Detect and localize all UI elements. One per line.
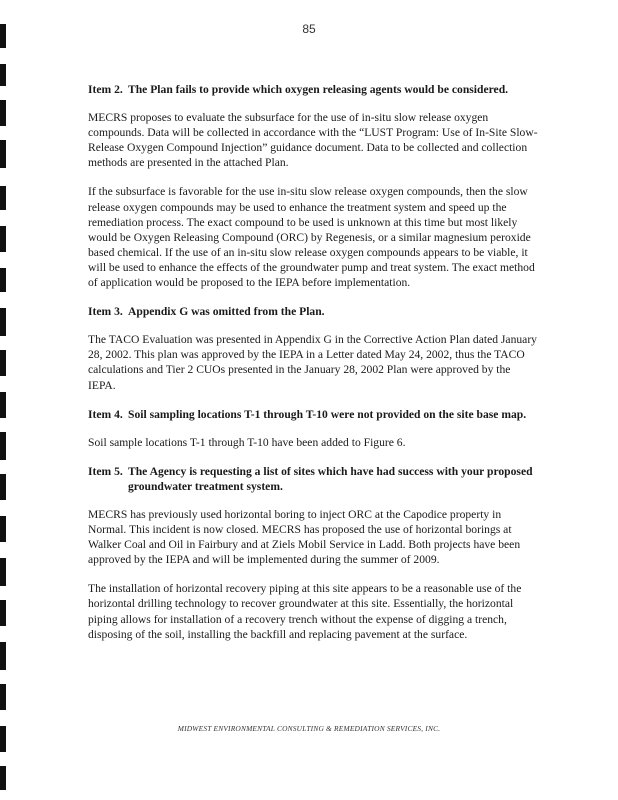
paragraph: Soil sample locations T-1 through T-10 have been added to Figure 6. <box>88 435 406 449</box>
item-section <box>88 82 538 290</box>
item-heading <box>88 464 538 494</box>
item-number: Item 4. <box>88 407 123 421</box>
binder-mark <box>0 140 6 168</box>
binder-mark <box>0 516 6 542</box>
binder-mark <box>0 766 6 790</box>
binder-mark <box>0 226 6 252</box>
item-heading <box>88 82 538 97</box>
binder-mark <box>0 392 6 418</box>
item-heading <box>88 407 538 422</box>
item-number: Item 3. <box>88 305 123 319</box>
binder-mark <box>0 268 6 292</box>
binder-mark <box>0 308 6 336</box>
paragraph: The installation of horizontal recovery piping at this site appears to be a reasonable use of the horizontal drilling technology to recover groundwater at this site. Essentially, the horizontal piping allows for installation of a recovery trench without the expense of digging a trench, disposing of the soil, installing the backfill and replacing pavement at the surface. <box>88 582 522 641</box>
item-section <box>88 464 538 642</box>
binder-mark <box>0 474 6 500</box>
paragraph: MECRS proposes to evaluate the subsurface for the use of in-situ slow release oxygen compounds. Data will be collected in accordance with the “LUST Program: Use of In-Site Slow-Release Oxygen Compound Injection” guidance document. Data to be collected and collection methods are presented in the attached Plan. <box>88 111 538 170</box>
binder-mark <box>0 64 6 86</box>
page-number: 85 <box>302 22 316 36</box>
item-title: Appendix G was omitted from the Plan. <box>128 305 325 319</box>
binder-mark <box>0 432 6 460</box>
document-body <box>88 82 538 642</box>
binder-mark <box>0 100 6 126</box>
item-number: Item 5. <box>88 464 123 478</box>
item-number: Item 2. <box>88 83 123 96</box>
binder-mark <box>0 684 6 710</box>
paragraph: If the subsurface is favorable for the use in-situ slow release oxygen compounds, then the slow release oxygen compounds may be used to enhance the treatment system and speed up the remediation process. The exact compound to be used is unknown at this time but most likely would be Oxygen Releasing Compound (ORC) by Regenesis, or a similar magnesium peroxide based chemical. If the use of an in-situ slow release oxygen compounds appears to be viable, it will be used to enhance the effects of the groundwater pump and treat system. The exact method of application would be proposed to the IEPA before implementation. <box>88 185 535 290</box>
binder-mark <box>0 350 6 376</box>
page-footer: MIDWEST ENVIRONMENTAL CONSULTING & REMEDIATION SERVICES, INC. <box>177 724 441 733</box>
binder-mark <box>0 186 6 210</box>
item-title: The Agency is requesting a list of sites which have had success with your proposed groundwater treatment system. <box>128 464 533 493</box>
item-title: Soil sampling locations T-1 through T-10 were not provided on the site base map. <box>128 407 527 421</box>
binder-mark <box>0 558 6 586</box>
item-heading <box>88 304 538 319</box>
item-section <box>88 304 538 392</box>
item-title: The Plan fails to provide which oxygen releasing agents would be considered. <box>128 83 509 96</box>
binder-mark <box>0 642 6 670</box>
item-section <box>88 407 538 450</box>
paragraph: MECRS has previously used horizontal boring to inject ORC at the Capodice property in Normal. This incident is now closed. MECRS has proposed the use of horizontal borings at Walker Coal and Oil in Fairbury and at Ziels Mobil Service in Ladd. Both projects have been approved by the IEPA and will be implemented during the summer of 2009. <box>88 507 521 567</box>
binder-mark <box>0 600 6 626</box>
paragraph: The TACO Evaluation was presented in Appendix G in the Corrective Action Plan dated January 28, 2002. This plan was approved by the IEPA in a Letter dated May 24, 2002, thus the TACO calculations and Tier 2 CUOs presented in the January 28, 2002 Plan were approved by the IEPA. <box>88 333 537 392</box>
